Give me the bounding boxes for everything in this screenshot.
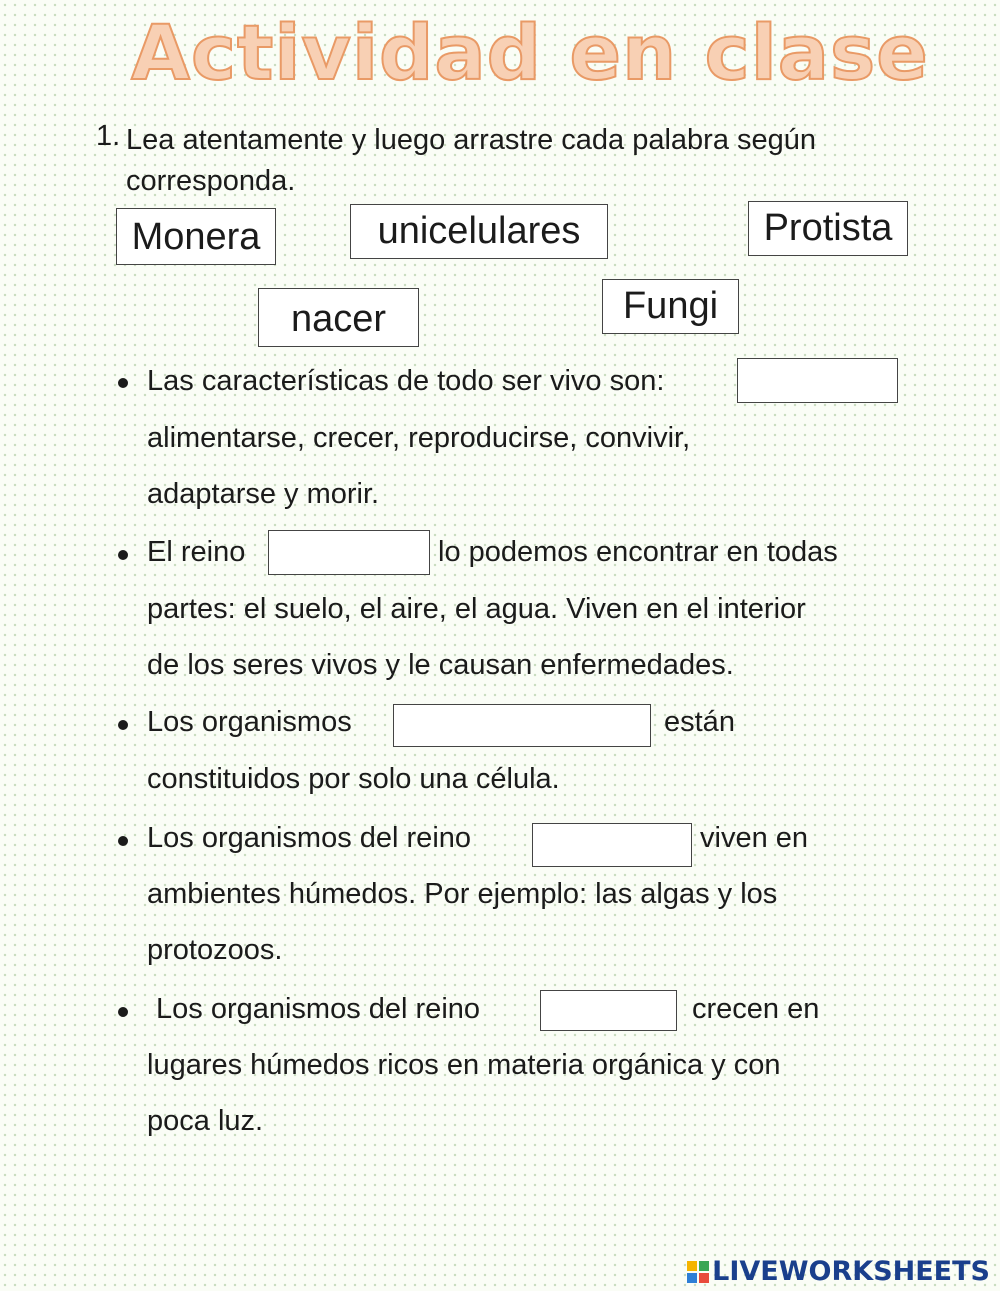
statement-4-line-1a: Los organismos del reino xyxy=(147,822,472,854)
drop-box-5[interactable] xyxy=(540,990,677,1031)
statement-2-line-2: partes: el suelo, el aire, el agua. Viven en el interior xyxy=(147,593,806,625)
bullet-1 xyxy=(118,378,128,388)
drop-box-1[interactable] xyxy=(737,358,898,403)
statement-3-line-2: constituidos por solo una célula. xyxy=(147,763,560,795)
bullet-5 xyxy=(118,1007,128,1017)
question-number: 1. xyxy=(96,120,121,152)
statement-2-line-3: de los seres vivos y le causan enfermedades. xyxy=(147,649,734,681)
logo-text: LIVEWORKSHEETS xyxy=(712,1256,990,1287)
bullet-3 xyxy=(118,720,128,730)
word-chip-monera[interactable]: Monera xyxy=(116,208,276,265)
statement-3-line-1a: Los organismos xyxy=(147,706,352,738)
statement-1-line-1: Las características de todo ser vivo son: xyxy=(147,365,665,397)
statement-5-line-1b: crecen en xyxy=(692,993,820,1025)
question-instructions: Lea atentamente y luego arrastre cada palabra según corresponda. xyxy=(126,124,817,197)
drop-box-2[interactable] xyxy=(268,530,430,575)
statement-1-line-2: alimentarse, crecer, reproducirse, convivir, xyxy=(147,422,691,454)
drop-box-4[interactable] xyxy=(532,823,692,867)
statement-2-line-1b: lo podemos encontrar en todas xyxy=(438,536,838,568)
liveworksheets-logo xyxy=(687,1256,990,1287)
word-chip-protista[interactable]: Protista xyxy=(748,201,908,256)
page-title: Actividad en clase xyxy=(131,8,929,97)
drop-box-3[interactable] xyxy=(393,704,651,747)
statement-5-line-1a: Los organismos del reino xyxy=(156,993,481,1025)
word-chip-unicelulares[interactable]: unicelulares xyxy=(350,204,608,259)
bullet-2 xyxy=(118,550,128,560)
statement-1-line-3: adaptarse y morir. xyxy=(147,478,380,510)
word-chip-fungi[interactable]: Fungi xyxy=(602,279,739,334)
word-chip-nacer[interactable]: nacer xyxy=(258,288,419,347)
statement-4-line-2: ambientes húmedos. Por ejemplo: las algas y los xyxy=(147,878,778,910)
statement-4-line-3: protozoos. xyxy=(147,934,283,966)
statement-5-line-3: poca luz. xyxy=(147,1105,264,1137)
bullet-4 xyxy=(118,836,128,846)
statement-3-line-1b: están xyxy=(664,706,735,738)
statement-4-line-1b: viven en xyxy=(700,822,809,854)
statement-2-line-1a: El reino xyxy=(147,536,246,568)
statement-5-line-2: lugares húmedos ricos en materia orgánica y con xyxy=(147,1049,781,1081)
liveworksheets-blocks-icon xyxy=(687,1261,709,1283)
